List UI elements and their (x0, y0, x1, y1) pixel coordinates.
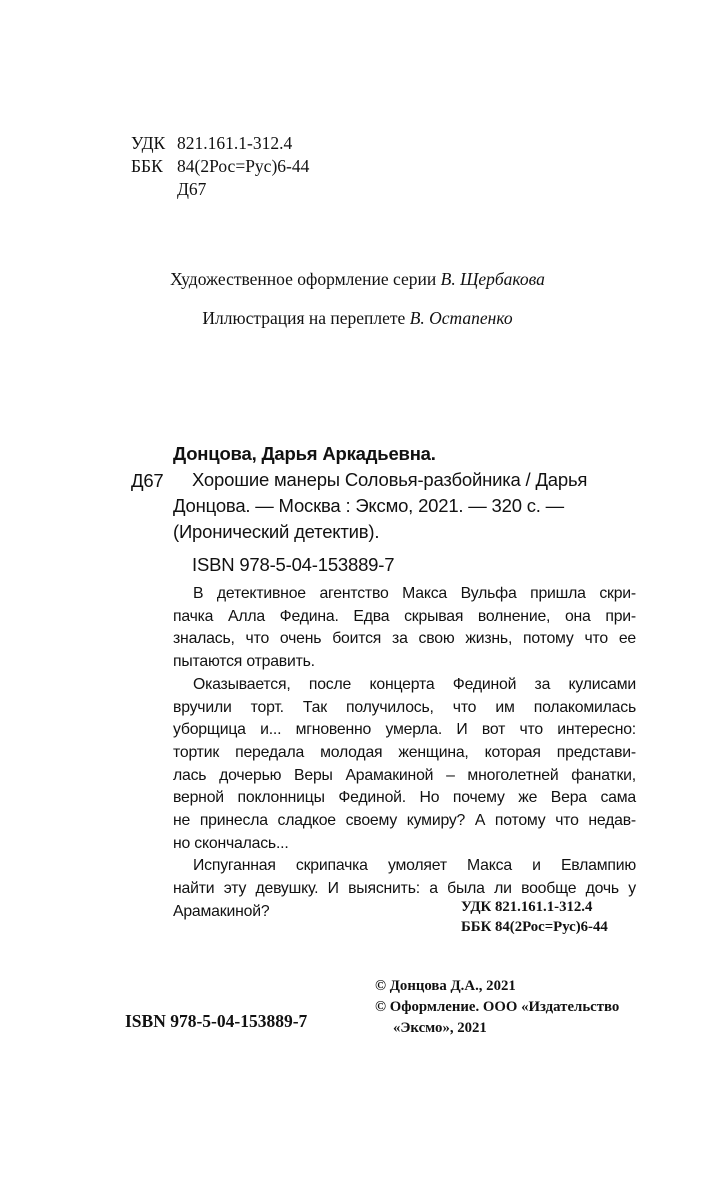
catalog-author-heading: Донцова, Дарья Аркадьевна. (173, 443, 436, 464)
series-design-label: Художественное оформление серии (170, 269, 437, 289)
catalog-line-1: Хорошие манеры Соловья-разбойника / Дарья (192, 469, 588, 490)
catalog-isbn: ISBN 978-5-04-153889-7 (192, 554, 395, 575)
index-bbk: ББК 84(2Рос=Рус)6-44 (461, 919, 608, 935)
annotation-line: не принесла сладкое своему кумиру? А потому что недав- (173, 812, 636, 830)
annotation-line: пачка Алла Федина. Едва скрывая волнение, она при- (173, 607, 636, 625)
annotation-line: пытаются отравить. (173, 653, 315, 671)
catalog-line-3: (Иронический детектив). (173, 521, 380, 542)
annotation-line: найти эту девушку. И выяснить: а была ли вообще дочь у (173, 880, 636, 898)
annotation-line: Испуганная скрипачка умоляет Макса и Евлампию (193, 857, 636, 875)
bbk-label: ББК (131, 156, 163, 176)
udk-label: УДК (131, 133, 166, 153)
author-mark: Д67 (177, 179, 207, 199)
index-udk: УДК 821.161.1-312.4 (461, 899, 593, 915)
isbn-footer: ISBN 978-5-04-153889-7 (125, 1011, 308, 1031)
series-design-credit (0, 268, 715, 290)
annotation-line: уборщица и... мгновенно умерла. И вот что интересно: (173, 721, 636, 739)
annotation-paragraph-2 (173, 674, 636, 856)
cover-illustration-credit (0, 307, 715, 329)
cover-illustration-label: Иллюстрация на переплете (202, 308, 406, 328)
annotation-paragraph-1 (173, 583, 636, 674)
annotation-line: но скончалась... (173, 834, 289, 852)
copyright-design: © Оформление. ООО «Издательство (375, 999, 620, 1015)
annotation-line: Арамакиной? (173, 902, 270, 920)
annotation-line: зналась, что очень боится за свою жизнь, потому что ее (173, 630, 636, 648)
annotation (173, 583, 636, 924)
cover-illustration-name: В. Остапенко (409, 308, 513, 328)
bbk-value: 84(2Рос=Рус)6-44 (177, 156, 310, 176)
annotation-line: вручили торт. Так получилось, что им полакомилась (173, 698, 636, 716)
udk-value: 821.161.1-312.4 (177, 133, 293, 153)
annotation-line: лась дочерью Веры Арамакиной – многолетней фанатки, (173, 766, 636, 784)
annotation-line: тортик передала молодая женщина, которая представи- (173, 743, 636, 761)
catalog-line-2: Донцова. — Москва : Эксмо, 2021. — 320 с. — (173, 495, 564, 516)
udk-line (131, 132, 292, 155)
bbk-line (131, 155, 309, 178)
series-design-name: В. Щербакова (440, 269, 545, 289)
copyright-author: © Донцова Д.А., 2021 (375, 978, 516, 994)
copyright-publisher: «Эксмо», 2021 (393, 1020, 487, 1036)
catalog-mark: Д67 (131, 470, 164, 491)
annotation-line: Оказывается, после концерта Фединой за кулисами (193, 675, 636, 693)
annotation-line: В детективное агентство Макса Вульфа пришла скри- (193, 585, 636, 602)
annotation-line: верной поклонницы Фединой. Но почему же Вера сама (173, 789, 636, 807)
